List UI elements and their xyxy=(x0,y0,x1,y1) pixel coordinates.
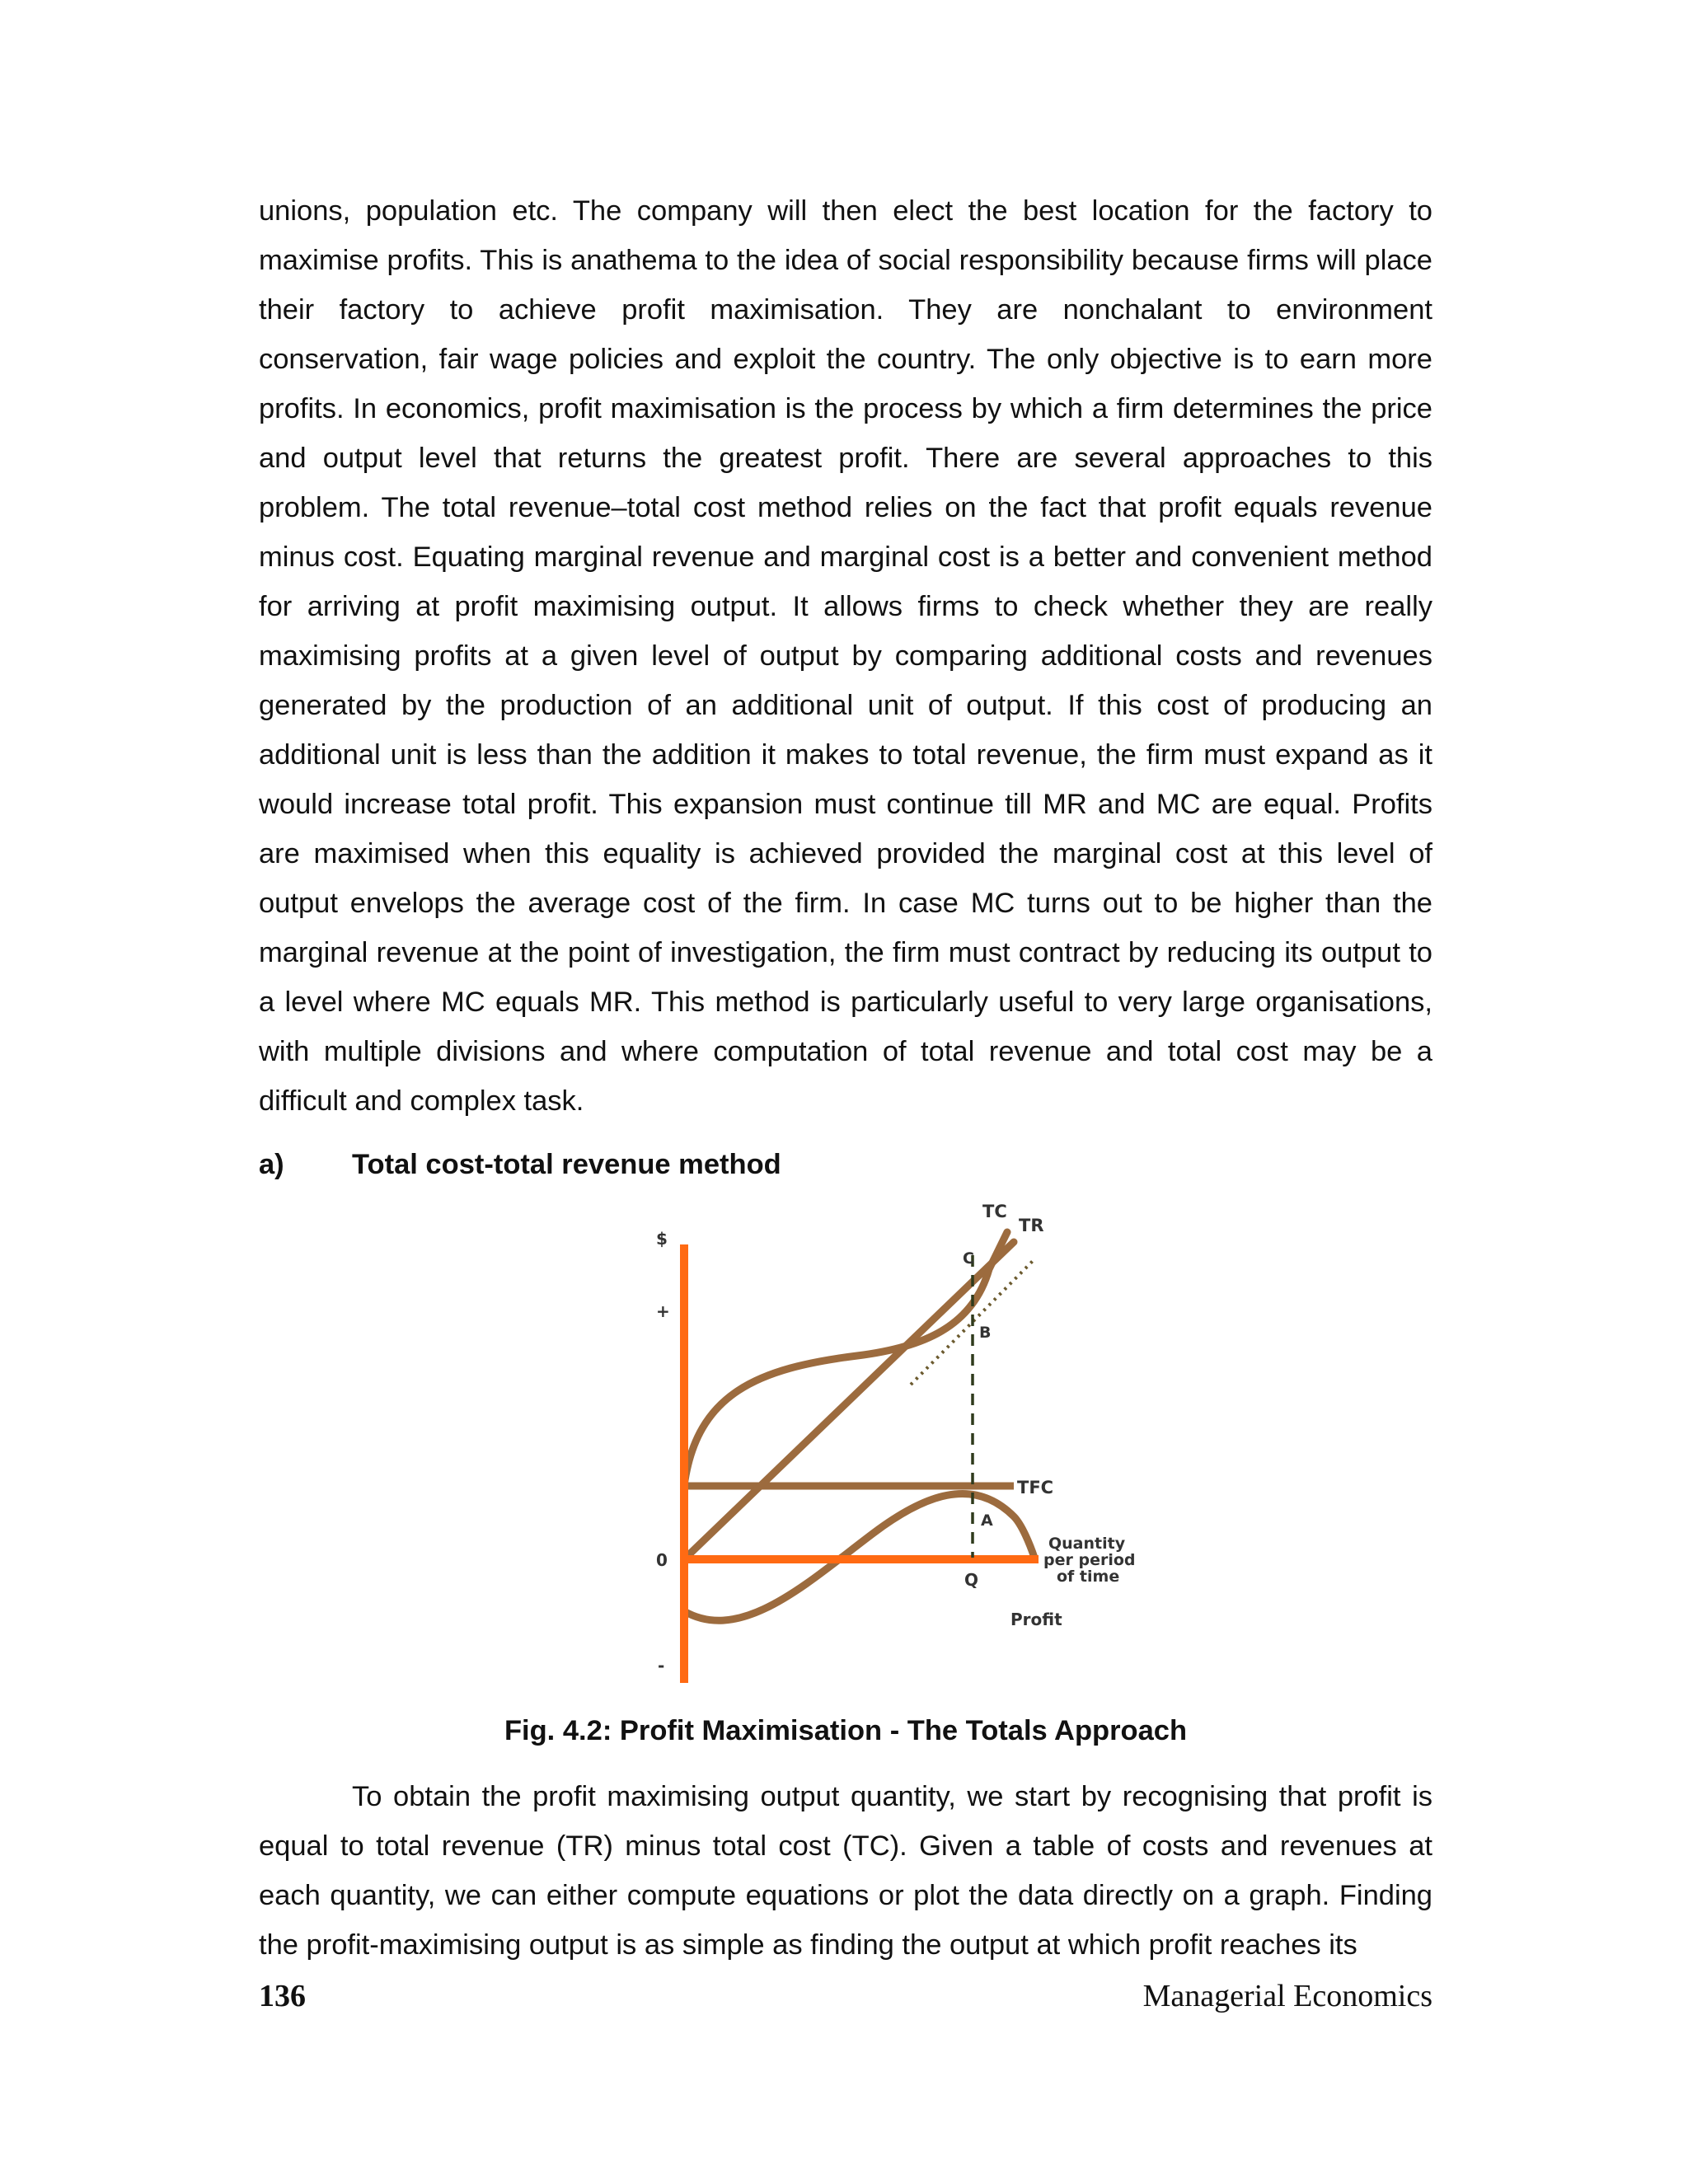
body-paragraph-1: unions, population etc. The company will then elect the best location for the factory to maximise profits. This is anathema to the idea of social responsibility because firms will place their factory to achieve profit maximisation. They are nonchalant to environment conservation, fair wage policies and exploit the country. The only objective is to earn more profits. In economics, profit maximisation is the process by which a firm determines the price and output level that returns the greatest profit. There are several approaches to this problem. The total revenue–total cost method relies on the fact that profit equals revenue minus cost. Equating marginal revenue and marginal cost is a better and convenient method for arriving at profit maximising output. It allows firms to check whether they are really maximising profits at a given level of output by comparing additional costs and revenues generated by the production of an additional unit of output. If this cost of producing an additional unit is less than the addition it makes to total revenue, the firm must expand as it would increase total profit. This expansion must continue till MR and MC are equal. Profits are maximised when this equality is achieved provided the marginal cost at this level of output envelops the average cost of the firm. In case MC turns out to be higher than the marginal revenue at the point of investigation, the firm must contract by reducing its output to a level where MC equals MR. This method is particularly useful to very large organisations, with multiple divisions and where computation of total revenue and total cost may be a difficult and complex task. xyxy=(259,195,1432,1117)
profit-maximisation-figure xyxy=(626,1195,1170,1690)
section-heading xyxy=(259,1140,781,1189)
section-title: Total cost-total revenue method xyxy=(352,1149,781,1180)
point-b-label: B xyxy=(979,1324,992,1342)
tr-curve xyxy=(684,1242,1014,1559)
point-a-label: A xyxy=(981,1511,993,1530)
section-number: a) xyxy=(259,1149,284,1180)
body-paragraph-2: To obtain the profit maximising output quantity, we start by recognising that profit is equal to total revenue (TR) minus total cost (TC). Given a table of costs and revenues at each quantity, we can either compute equations or plot the data directly on a graph. Finding the profit-maximising output is as simple as finding the output at which profit reaches its xyxy=(259,1781,1432,1961)
plus-label: + xyxy=(656,1301,670,1321)
origin-label: 0 xyxy=(656,1550,668,1570)
x-axis-label-line-1: Quantity xyxy=(1048,1535,1126,1553)
q-label: Q xyxy=(964,1570,979,1590)
figure-caption: Fig. 4.2: Profit Maximisation - The Totals Approach xyxy=(504,1715,1188,1746)
x-axis-label-line-2: per period xyxy=(1043,1551,1136,1569)
point-c-label: C xyxy=(963,1249,974,1268)
x-axis-label-line-3: of time xyxy=(1057,1568,1120,1586)
minus-label: - xyxy=(658,1656,665,1675)
page-number: 136 xyxy=(259,1979,306,2013)
profit-label: Profit xyxy=(1010,1610,1062,1629)
tc-curve xyxy=(684,1232,1007,1486)
book-title: Managerial Economics xyxy=(1142,1979,1432,2013)
y-axis-unit-label: $ xyxy=(656,1229,668,1249)
tc-label: TC xyxy=(982,1202,1007,1221)
tr-label: TR xyxy=(1019,1216,1044,1235)
tfc-label: TFC xyxy=(1017,1478,1054,1497)
